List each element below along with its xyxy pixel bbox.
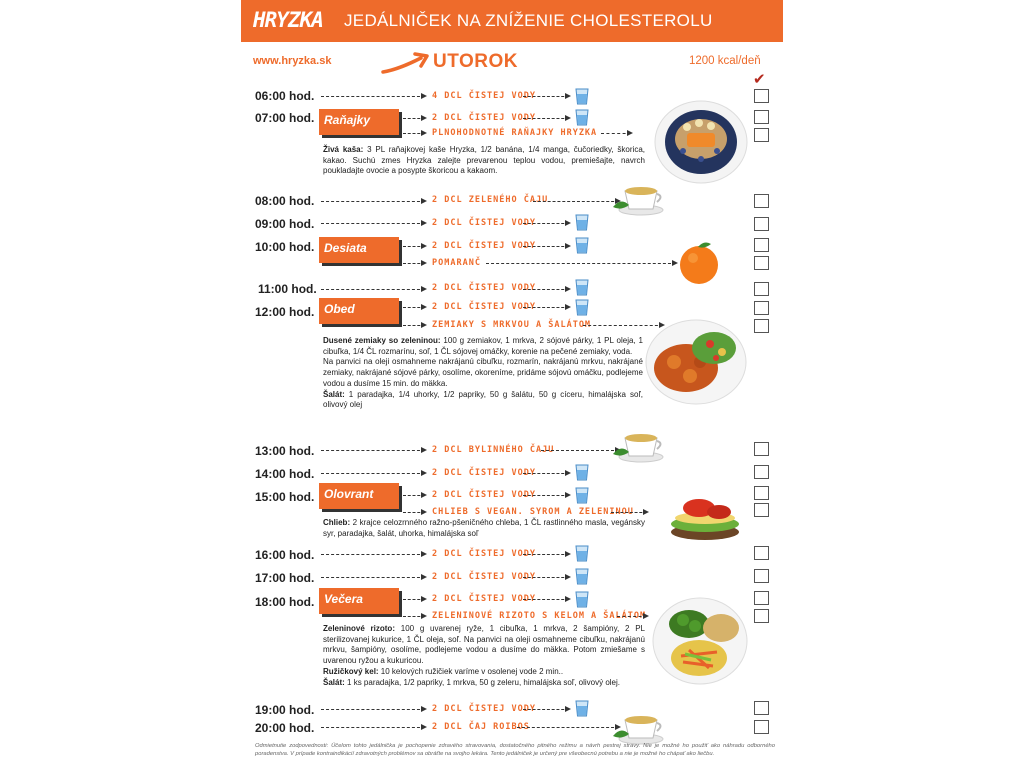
- water-glass-icon: [575, 568, 589, 585]
- checkbox[interactable]: [754, 217, 769, 231]
- checkbox[interactable]: [754, 89, 769, 103]
- checkbox[interactable]: [754, 282, 769, 296]
- arrow-line: [403, 512, 425, 513]
- meal-box-breakfast: [319, 109, 399, 135]
- kcal-label: 1200 kcal/deň: [689, 55, 761, 67]
- day-title: UTOROK: [433, 51, 518, 72]
- item-snack: CHLIEB S VEGAN. SYROM A ZELENINOU: [432, 507, 634, 517]
- arrow-line: [523, 473, 569, 474]
- time-2000: 20:00 hod.: [255, 721, 315, 735]
- time-1100: 11:00 hod.: [258, 282, 317, 296]
- arrow-line: [523, 96, 569, 97]
- arrow-line: [601, 133, 631, 134]
- arrow-line: [517, 727, 619, 728]
- arrow-line: [611, 512, 647, 513]
- arrow-line: [321, 473, 425, 474]
- time-1500: 15:00 hod.: [255, 490, 315, 504]
- water-glass-icon: [575, 237, 589, 254]
- item-water-1800: 2 DCL ČISTEJ VODY: [432, 594, 536, 604]
- arrow-line: [321, 289, 425, 290]
- arrow-line: [523, 246, 569, 247]
- meal-box-snack1: [319, 237, 399, 263]
- arrow-line: [617, 616, 647, 617]
- item-greentea: 2 DCL ZELENÉHO ČAJU: [432, 195, 549, 205]
- arrow-line: [321, 96, 425, 97]
- checkbox[interactable]: [754, 569, 769, 583]
- arrow-line: [523, 118, 569, 119]
- arrow-line: [403, 263, 425, 264]
- meal-box-snack2: [319, 483, 399, 509]
- item-water-1400: 2 DCL ČISTEJ VODY: [432, 468, 536, 478]
- item-water-0900: 2 DCL ČISTEJ VODY: [432, 218, 536, 228]
- potatoes-salad-plate-image: [644, 318, 748, 406]
- item-water-1000: 2 DCL ČISTEJ VODY: [432, 241, 536, 251]
- arrow-line: [403, 616, 425, 617]
- checkbox[interactable]: [754, 465, 769, 479]
- arrow-line: [533, 201, 619, 202]
- tea-cup-image: [613, 710, 665, 746]
- snack-description: Chlieb: 2 krajce celozrnného ražno-pšeničného chleba, 1 ČL rastlinného masla, vegánsky syr, paradajka, šalát, uhorka, himalájska soľ: [323, 518, 645, 538]
- arrow-line: [321, 223, 425, 224]
- breakfast-description: Živá kaša: 3 PL raňajkovej kaše Hryzka, 1/2 banána, 1/4 manga, čučoriedky, škorica, kakao. Suchú zmes Hryzka zalejte prevarenou teplou vodou, premiešajte, navrch poukladajte ovocie a posypte škoricou a kakaom.: [323, 145, 645, 176]
- meal-plan-page: [241, 0, 783, 768]
- checkbox[interactable]: [754, 110, 769, 124]
- header-bar: [241, 0, 783, 42]
- checkbox[interactable]: [754, 128, 769, 142]
- item-breakfast: PLNOHODNOTNÉ RAŇAJKY HRYZKA: [432, 128, 598, 138]
- arrow-line: [523, 599, 569, 600]
- checkbox[interactable]: [754, 256, 769, 270]
- water-glass-icon: [575, 464, 589, 481]
- arrow-line: [403, 133, 425, 134]
- item-water-0700: 2 DCL ČISTEJ VODY: [432, 113, 536, 123]
- arrow-line: [523, 554, 569, 555]
- meal-label: Obed: [324, 302, 355, 316]
- arrow-line: [486, 263, 676, 264]
- time-1900: 19:00 hod.: [255, 703, 315, 717]
- item-dinner: ZELENINOVÉ RIZOTO S KELOM A ŠALÁTOM: [432, 611, 647, 621]
- checkbox[interactable]: [754, 238, 769, 252]
- checkbox[interactable]: [754, 546, 769, 560]
- arrow-line: [523, 495, 569, 496]
- arrow-line: [403, 118, 425, 119]
- arrow-line: [321, 727, 425, 728]
- risotto-plate-image: [651, 596, 749, 686]
- time-0600: 06:00 hod.: [255, 89, 315, 103]
- arrow-line: [403, 325, 425, 326]
- time-1200: 12:00 hod.: [255, 305, 315, 319]
- tea-cup-image: [613, 181, 665, 217]
- day-arrow-icon: [381, 52, 431, 76]
- tea-cup-image: [613, 428, 665, 464]
- item-water-1600: 2 DCL ČISTEJ VODY: [432, 549, 536, 559]
- item-rooibos: 2 DCL ČAJ ROIBOS: [432, 722, 530, 732]
- bread-sandwich-image: [667, 494, 743, 544]
- arrow-line: [321, 709, 425, 710]
- water-glass-icon: [575, 545, 589, 562]
- lunch-description: Dusené zemiaky so zeleninou: 100 g zemiakov, 1 mrkva, 2 sójové párky, 1 PL oleja, 1 cibuľka, 1/4 ČL rozmarínu, soľ, 1 ČL sójovej omáčky, korenie na pečené zemiaky, voda. Na panvici na oleji osmahneme nakrájanú cibuľku, rozmarín, nakrájanú mrkvu, nakrájané zemiaky, nakrájané sójové párky, osolíme, okoreníme, pridáme sójovú omáčku, podlejeme vodou a dusíme 15 min. do mäkka. Šalát: 1 paradajka, 1/4 uhorky, 1/2 papriky, 50 g šalátu, 50 g cíceru, himalájska soľ, olivový olej: [323, 336, 643, 410]
- water-glass-icon: [575, 109, 589, 126]
- water-glass-icon: [575, 279, 589, 296]
- checkbox[interactable]: [754, 301, 769, 315]
- item-water-1500: 2 DCL ČISTEJ VODY: [432, 490, 536, 500]
- meal-label: Raňajky: [324, 113, 371, 127]
- time-1700: 17:00 hod.: [255, 571, 315, 585]
- checkbox[interactable]: [754, 486, 769, 500]
- item-water-1700: 2 DCL ČISTEJ VODY: [432, 572, 536, 582]
- time-0800: 08:00 hod.: [255, 194, 315, 208]
- meal-label: Olovrant: [324, 487, 374, 501]
- arrow-line: [523, 577, 569, 578]
- meal-box-lunch: [319, 298, 399, 324]
- item-water-1100: 2 DCL ČISTEJ VODY: [432, 283, 536, 293]
- arrow-line: [321, 554, 425, 555]
- arrow-line: [523, 709, 569, 710]
- logo: HRYZKA: [253, 8, 323, 32]
- check-mark-icon: ✔: [753, 70, 766, 88]
- arrow-line: [403, 246, 425, 247]
- arrow-line: [523, 289, 569, 290]
- water-glass-icon: [575, 487, 589, 504]
- time-0900: 09:00 hod.: [255, 217, 315, 231]
- arrow-line: [321, 201, 425, 202]
- checkbox[interactable]: [754, 194, 769, 208]
- item-orange: POMARANČ: [432, 258, 481, 268]
- time-1300: 13:00 hod.: [255, 444, 315, 458]
- meal-box-dinner: [319, 588, 399, 614]
- arrow-line: [403, 307, 425, 308]
- dinner-description: Zeleninové rizoto: 100 g uvarenej ryže, 1 cibuľka, 1 mrkva, 2 šampióny, 2 PL sterilizovanej kukurice, 1 ČL oleja, soľ. Na panvici na oleji osmahneme cibuľku, nakrájanú mrkvu, šampióny, osolíme, podlejeme vodou a dusíme do mäkka. Potom zmiešame s uvarenou ryžou a kukuricou. Ružičkový kel: 10 kelových ružičiek varíme v osolenej vode 2 min.. Šalát: 1 ks paradajka, 1/2 papriky, 1 mrkva, 50 g zeleru, himalájska soľ, olivový olej.: [323, 624, 645, 687]
- orange-image: [678, 240, 720, 286]
- page-title: JEDÁLNIČEK NA ZNÍŽENIE CHOLESTEROLU: [344, 11, 713, 30]
- arrow-line: [321, 450, 425, 451]
- time-0700: 07:00 hod.: [255, 111, 315, 125]
- time-1000: 10:00 hod.: [255, 240, 315, 254]
- checkbox[interactable]: [754, 720, 769, 734]
- arrow-line: [403, 599, 425, 600]
- item-lunch: ZEMIAKY S MRKVOU A ŠALÁTOM: [432, 320, 592, 330]
- meal-label: Desiata: [324, 241, 367, 255]
- time-1800: 18:00 hod.: [255, 595, 315, 609]
- item-herbtea: 2 DCL BYLINNÉHO ČAJU: [432, 445, 555, 455]
- item-water-1200: 2 DCL ČISTEJ VODY: [432, 302, 536, 312]
- arrow-line: [523, 223, 569, 224]
- item-water-0600: 4 DCL ČISTEJ VODY: [432, 91, 536, 101]
- meal-label: Večera: [324, 592, 363, 606]
- checkbox[interactable]: [754, 503, 769, 517]
- water-glass-icon: [575, 591, 589, 608]
- disclaimer: Odmietnutie zodpovednosti: Účelom tohto jedálnička je pochopenie zdravého stravovania, dostatočného pitného režimu a návrh pestrej stravy. Nie je možné ho použiť ako náhradu odborného poradenstva. V prípade kontraindikácií zdravotných problémov sa obráťte na svojho lekára. Tento jedálniček je určený pre všeobecnú potrebu a nie je možné ho chápať ako liečbu.: [255, 743, 775, 757]
- porridge-bowl-image: [653, 99, 749, 185]
- checkbox[interactable]: [754, 442, 769, 456]
- website-link[interactable]: www.hryzka.sk: [253, 55, 332, 67]
- time-1600: 16:00 hod.: [255, 548, 315, 562]
- water-glass-icon: [575, 214, 589, 231]
- item-water-1900: 2 DCL ČISTEJ VODY: [432, 704, 536, 714]
- water-glass-icon: [575, 88, 589, 105]
- water-glass-icon: [575, 299, 589, 316]
- checkbox[interactable]: [754, 701, 769, 715]
- checkbox[interactable]: [754, 591, 769, 605]
- checkbox[interactable]: [754, 319, 769, 333]
- arrow-line: [321, 577, 425, 578]
- arrow-line: [541, 450, 619, 451]
- arrow-line: [403, 495, 425, 496]
- time-1400: 14:00 hod.: [255, 467, 315, 481]
- checkbox[interactable]: [754, 609, 769, 623]
- arrow-line: [523, 307, 569, 308]
- water-glass-icon: [575, 700, 589, 717]
